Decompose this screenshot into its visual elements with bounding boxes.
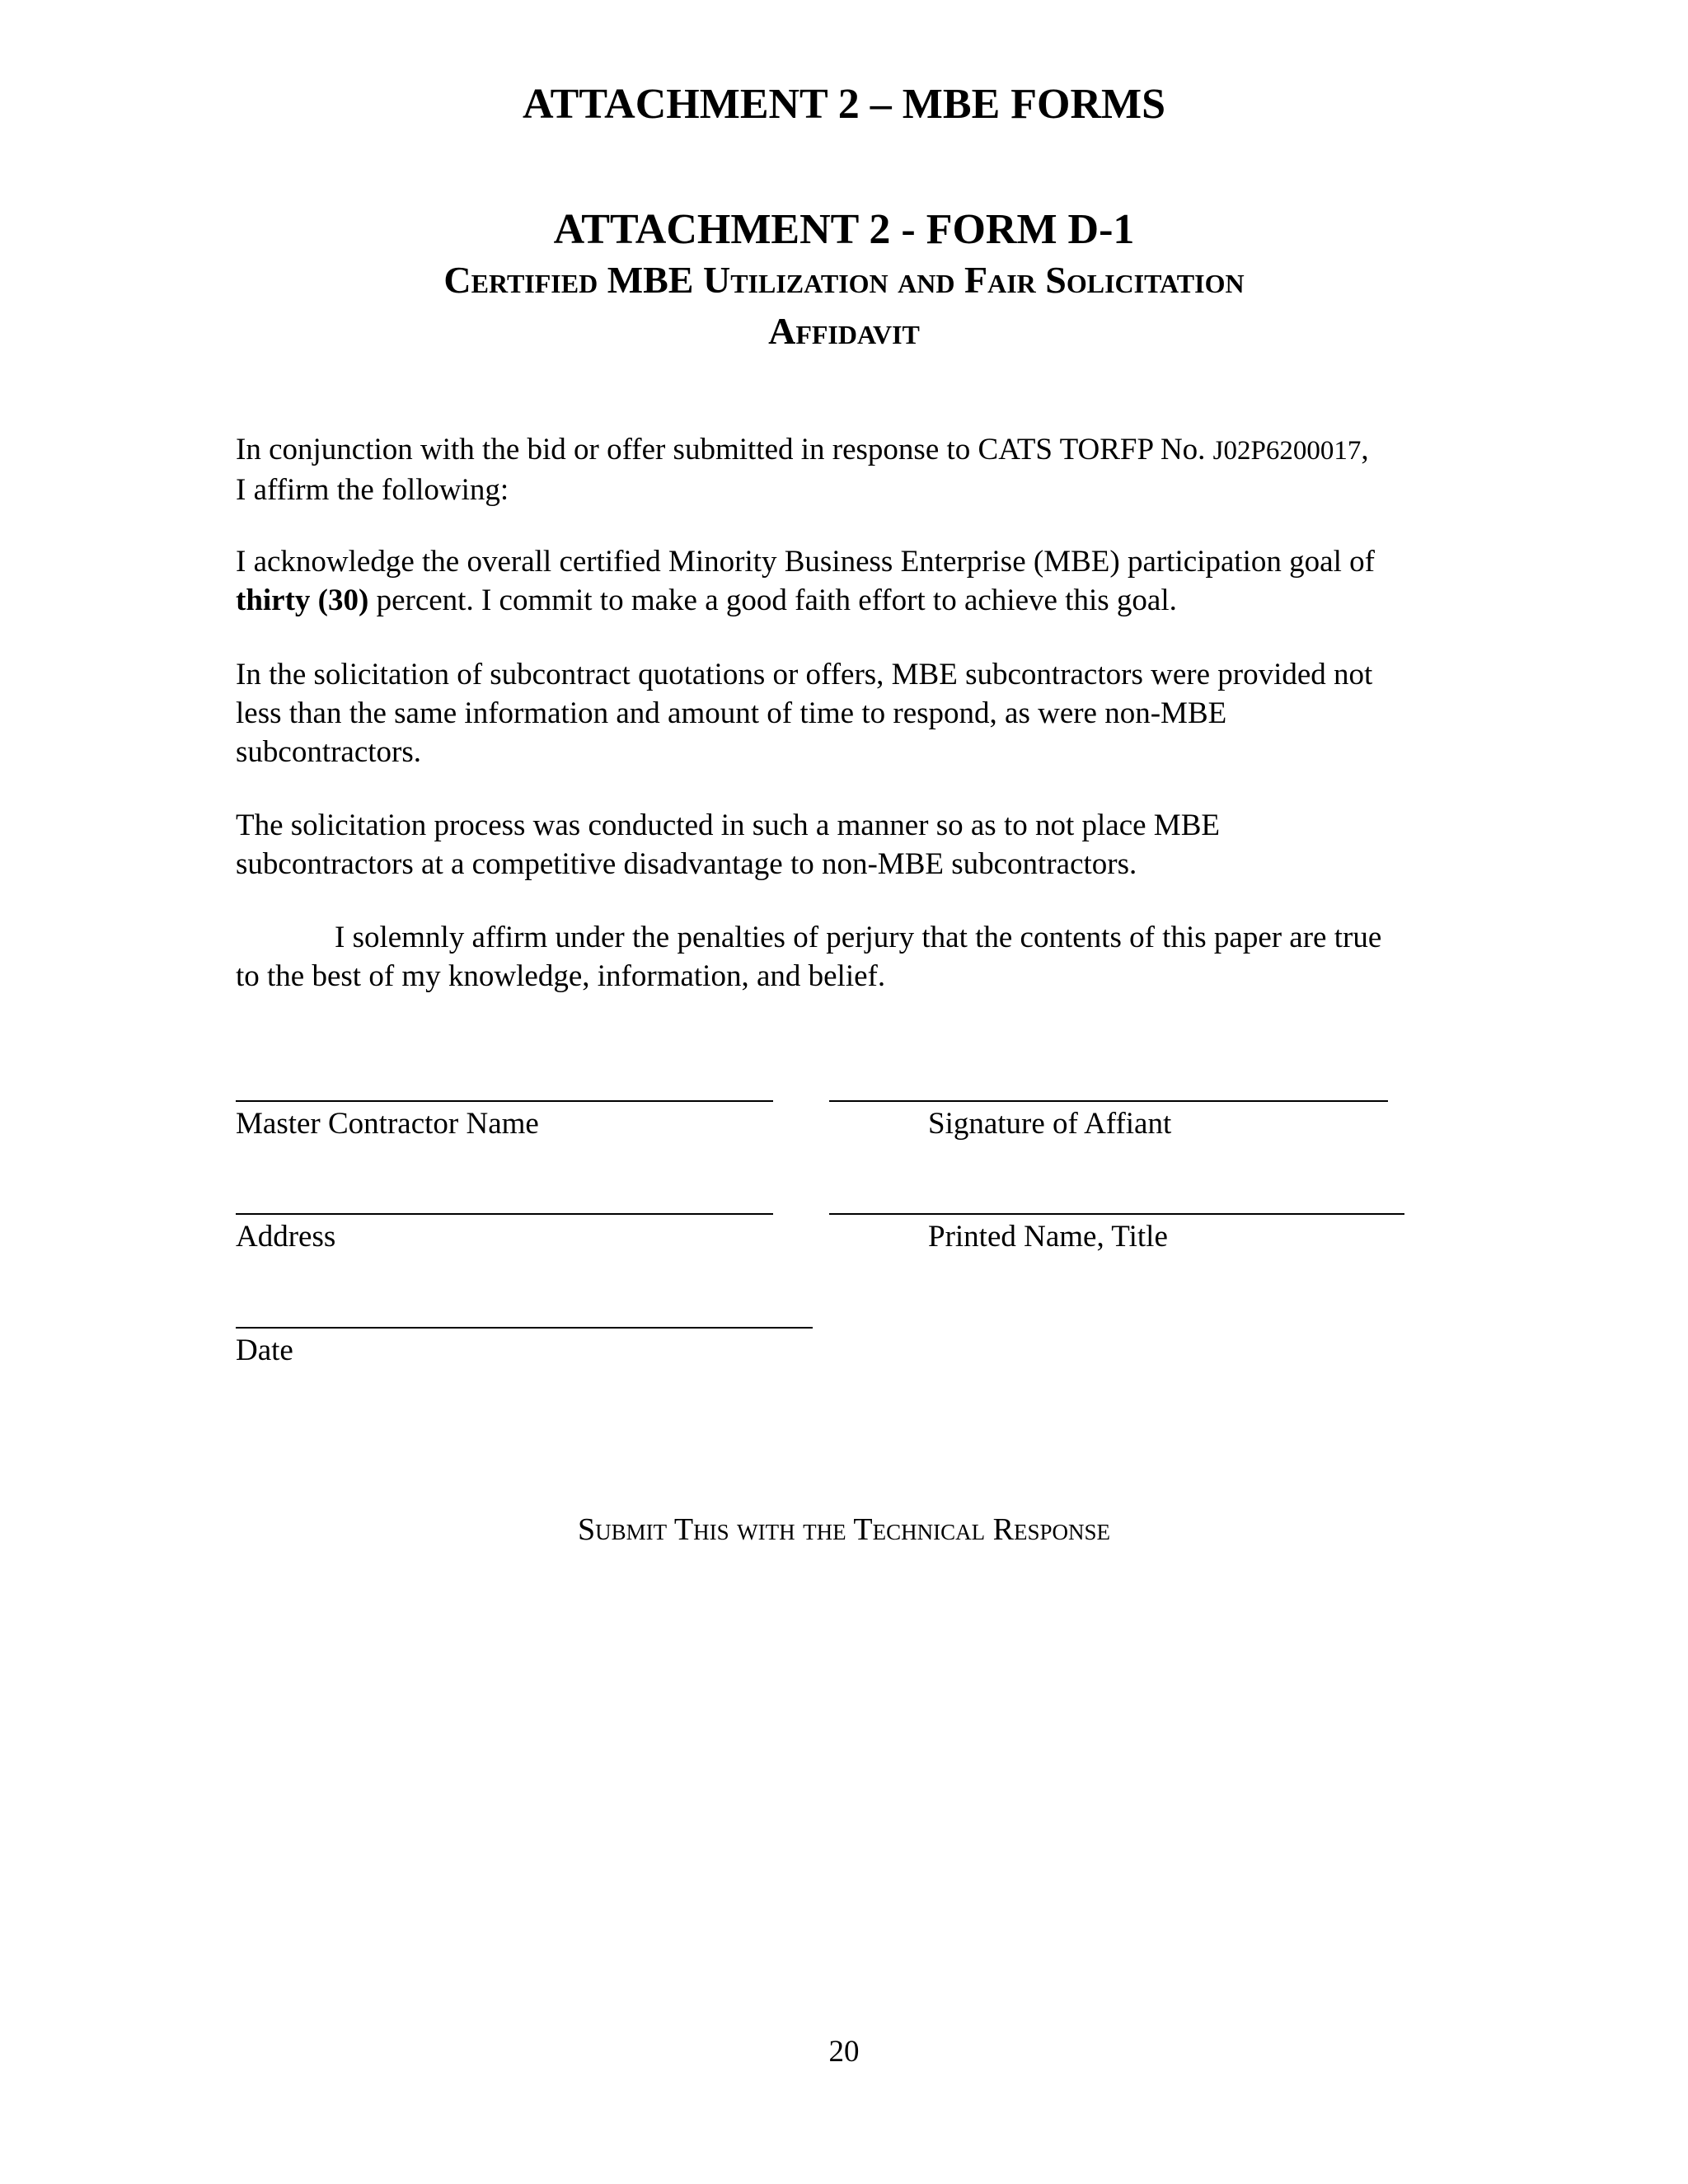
paragraph-conjunction: [236, 430, 1472, 509]
date-field[interactable]: [236, 1327, 813, 1329]
attachment-title: ATTACHMENT 2 – MBE FORMS: [522, 81, 1166, 128]
submit-instruction: Submit This with the Technical Response: [577, 1512, 1110, 1547]
conjunction-comma: ,: [1361, 433, 1369, 466]
paragraph-acknowledge-line-1: I acknowledge the overall certified Minority Business Enterprise (MBE) participation goal of: [236, 545, 1375, 579]
paragraph-solicitation-line-1: In the solicitation of subcontract quotations or offers, MBE subcontractors were provided not: [236, 658, 1373, 691]
printed-name-title-field[interactable]: [829, 1213, 1404, 1215]
goal-commitment-text: percent. I commit to make a good faith effort to achieve this goal.: [368, 583, 1177, 617]
paragraph-affirmation-line-2: to the best of my knowledge, information, and belief.: [236, 959, 886, 993]
form-subtitle-line-1: Certified MBE Utilization and Fair Solicitation: [443, 259, 1245, 301]
date-label: Date: [236, 1333, 293, 1367]
signature-of-affiant-field[interactable]: [829, 1100, 1388, 1102]
goal-percentage: thirty (30): [236, 583, 369, 617]
conjunction-text: In conjunction with the bid or offer submitted in response to CATS TORFP No.: [236, 433, 1213, 466]
paragraph-solicitation-line-2: less than the same information and amount of time to respond, as were non-MBE: [236, 696, 1227, 730]
paragraph-conjunction-line-1: [236, 430, 1472, 471]
paragraph-process-line-2: subcontractors at a competitive disadvantage to non-MBE subcontractors.: [236, 847, 1137, 881]
torfp-number: J02P6200017: [1212, 436, 1362, 466]
paragraph-solicitation-line-3: subcontractors.: [236, 735, 422, 769]
signature-of-affiant-label: Signature of Affiant: [928, 1107, 1172, 1141]
paragraph-acknowledge-goal: [236, 542, 1472, 620]
paragraph-affirmation: [236, 918, 1472, 996]
master-contractor-name-label: Master Contractor Name: [236, 1107, 539, 1141]
paragraph-affirmation-line-1: I solemnly affirm under the penalties of perjury that the contents of this paper are true: [335, 921, 1382, 954]
form-subtitle-line-2: Affidavit: [768, 310, 920, 352]
paragraph-conjunction-line-2: I affirm the following:: [236, 473, 509, 507]
form-title: ATTACHMENT 2 - FORM D-1: [553, 206, 1135, 253]
address-field[interactable]: [236, 1213, 773, 1215]
page-number: 20: [828, 2035, 860, 2069]
address-label: Address: [236, 1220, 336, 1254]
paragraph-solicitation-process: [236, 806, 1472, 883]
paragraph-process-line-1: The solicitation process was conducted in such a manner so as to not place MBE: [236, 808, 1220, 842]
paragraph-acknowledge-line-2: [236, 581, 1472, 620]
paragraph-solicitation-info: [236, 655, 1472, 771]
master-contractor-name-field[interactable]: [236, 1100, 773, 1102]
printed-name-title-label: Printed Name, Title: [928, 1220, 1168, 1254]
